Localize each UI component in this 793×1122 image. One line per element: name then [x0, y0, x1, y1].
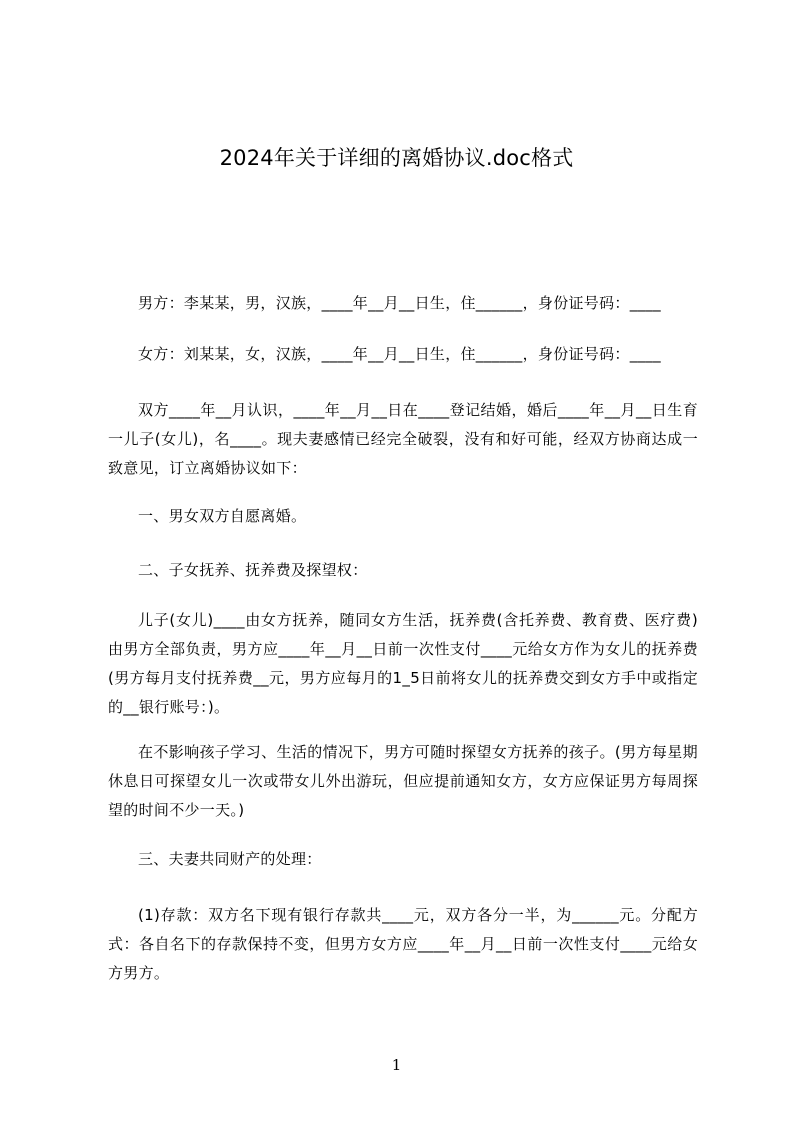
clause-1-heading: 一、男女双方自愿离婚。	[138, 507, 307, 525]
savings-paragraph: (1)存款：双方名下现有银行存款共____元，双方各分一半，为______元。分配方式：各自名下的存款保持不变，但男方女方应____年__月__日前一次性支付____元给女方男方。	[108, 906, 698, 982]
child-support-paragraph: 儿子(女儿)____由女方抚养，随同女方生活，抚养费(含托养费、教育费、医疗费)由男方全部负责，男方应____年__月__日前一次性支付____元给女方作为女儿的抚养费(男方每月支付抚养费__元，男方应每月的1_5日前将女儿的抚养费交到女方手中或指定的__银行账号：)。	[108, 611, 698, 716]
clause-3-heading: 三、夫妻共同财产的处理：	[138, 850, 322, 868]
party-male-paragraph: 男方：李某某，男，汉族，____年__月__日生，住______，身份证号码：____	[138, 294, 661, 312]
page-number: 1	[391, 1056, 402, 1074]
clause-2-heading: 二、子女抚养、抚养费及探望权：	[138, 561, 368, 579]
background-paragraph: 双方____年__月认识，____年__月__日在____登记结婚，婚后____年__月__日生育一儿子(女儿)，名____。现夫妻感情已经完全破裂，没有和好可能，经双方协商达成一致意见，订立离婚协议如下：	[108, 401, 698, 477]
document-title: 2024年关于详细的离婚协议.doc格式	[219, 146, 574, 170]
party-female-paragraph: 女方：刘某某，女，汉族，____年__月__日生，住______，身份证号码：____	[138, 345, 661, 363]
visitation-paragraph: 在不影响孩子学习、生活的情况下，男方可随时探望女方抚养的孩子。(男方每星期休息日可探望女儿一次或带女儿外出游玩，但应提前通知女方，女方应保证男方每周探望的时间不少一天。)	[108, 743, 698, 819]
